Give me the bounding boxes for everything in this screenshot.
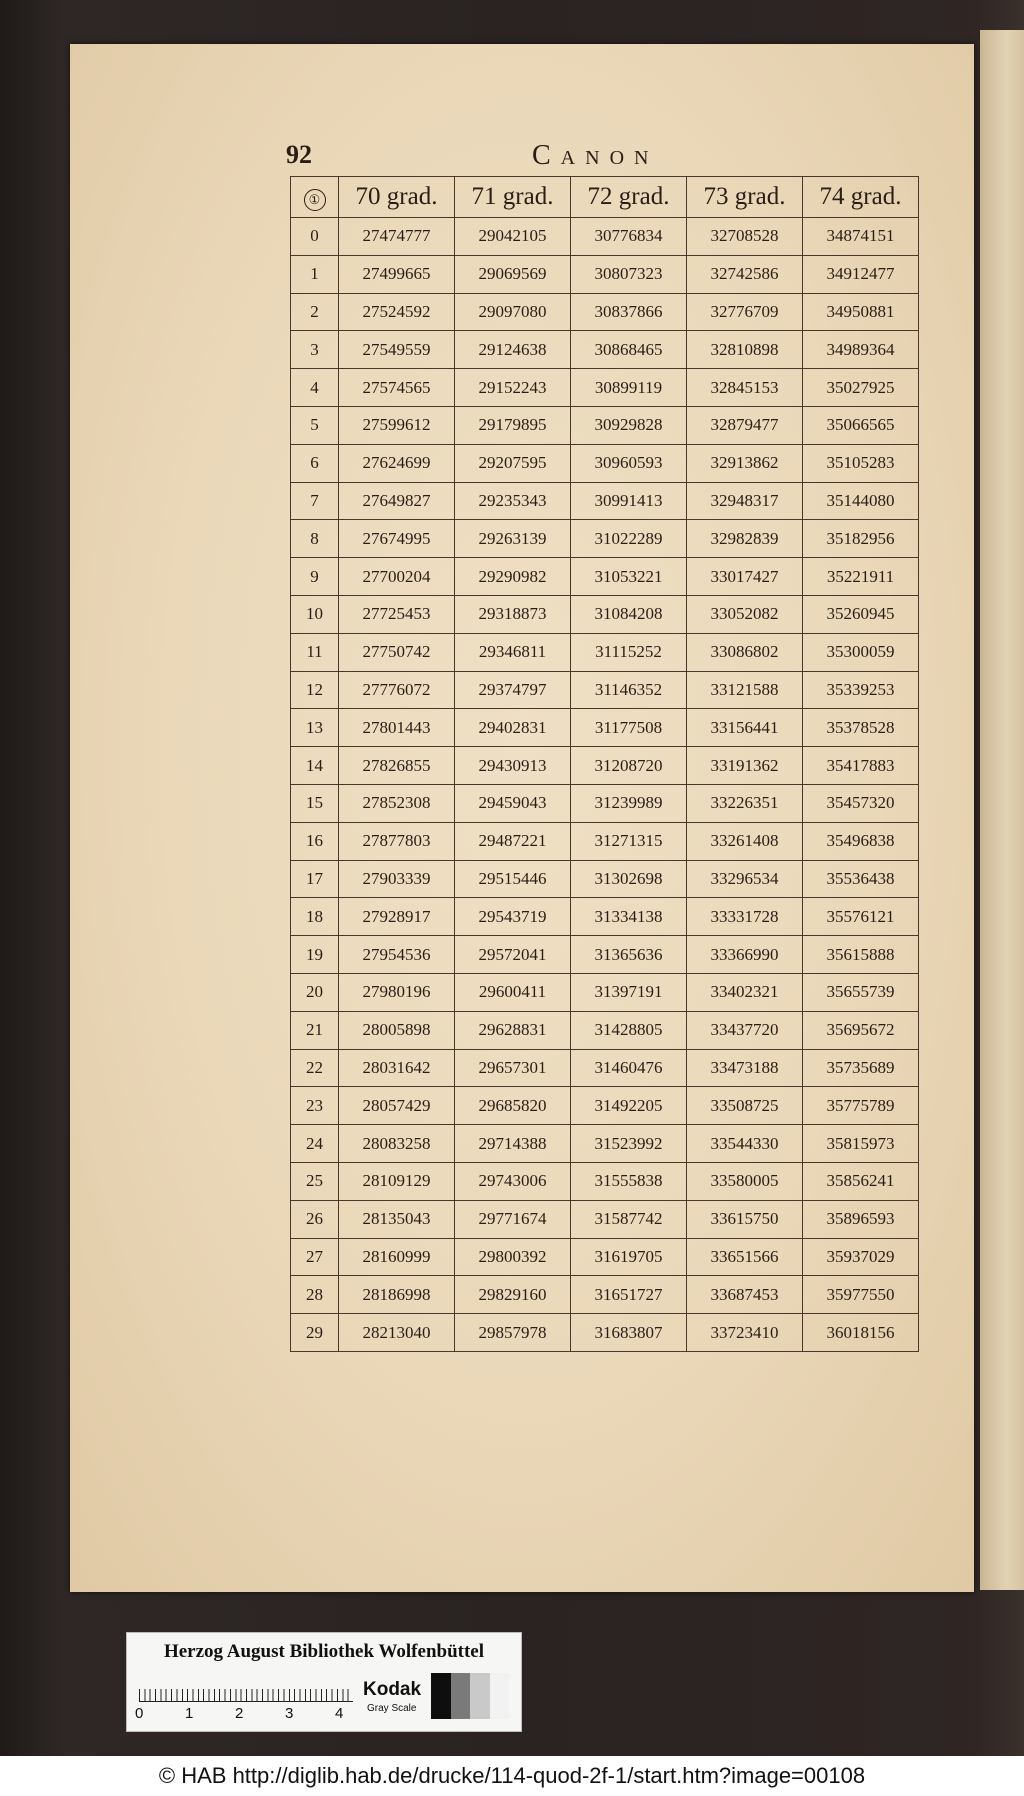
value-cell: 35300059	[803, 633, 919, 671]
gray-swatch	[490, 1673, 510, 1719]
value-cell: 28109129	[339, 1162, 455, 1200]
ruler-number: 0	[135, 1705, 144, 1722]
value-cell: 31302698	[571, 860, 687, 898]
value-cell: 29515446	[455, 860, 571, 898]
table-row	[291, 444, 919, 482]
minute-cell: 6	[291, 444, 339, 482]
value-cell: 29714388	[455, 1125, 571, 1163]
value-cell: 28031642	[339, 1049, 455, 1087]
minute-cell: 8	[291, 520, 339, 558]
value-cell: 31022289	[571, 520, 687, 558]
table-row	[291, 1087, 919, 1125]
value-cell: 31523992	[571, 1125, 687, 1163]
value-cell: 27700204	[339, 558, 455, 596]
minute-cell: 10	[291, 595, 339, 633]
value-cell: 33296534	[687, 860, 803, 898]
column-header: 74 grad.	[803, 177, 919, 218]
value-cell: 27599612	[339, 406, 455, 444]
value-cell: 36018156	[803, 1314, 919, 1352]
value-cell: 35775789	[803, 1087, 919, 1125]
table-row	[291, 1238, 919, 1276]
minute-cell: 12	[291, 671, 339, 709]
value-cell: 31651727	[571, 1276, 687, 1314]
value-cell: 27674995	[339, 520, 455, 558]
value-cell: 35896593	[803, 1200, 919, 1238]
minute-cell: 5	[291, 406, 339, 444]
value-cell: 35856241	[803, 1162, 919, 1200]
value-cell: 30899119	[571, 369, 687, 407]
value-cell: 31115252	[571, 633, 687, 671]
value-cell: 29459043	[455, 784, 571, 822]
value-cell: 29374797	[455, 671, 571, 709]
gray-scale-label: Gray Scale	[367, 1703, 417, 1714]
table-row	[291, 1049, 919, 1087]
value-cell: 31397191	[571, 973, 687, 1011]
value-cell: 32742586	[687, 255, 803, 293]
table-row	[291, 1162, 919, 1200]
kodak-logo: Kodak	[363, 1679, 422, 1700]
value-cell: 33226351	[687, 784, 803, 822]
value-cell: 29487221	[455, 822, 571, 860]
value-cell: 33402321	[687, 973, 803, 1011]
value-cell: 29402831	[455, 709, 571, 747]
value-cell: 30991413	[571, 482, 687, 520]
gray-swatch	[431, 1673, 451, 1719]
value-cell: 27877803	[339, 822, 455, 860]
value-cell: 32776709	[687, 293, 803, 331]
value-cell: 31555838	[571, 1162, 687, 1200]
minute-symbol: ①	[304, 189, 326, 211]
value-cell: 35655739	[803, 973, 919, 1011]
minute-cell: 11	[291, 633, 339, 671]
table-row	[291, 558, 919, 596]
value-cell: 29857978	[455, 1314, 571, 1352]
value-cell: 33615750	[687, 1200, 803, 1238]
value-cell: 27954536	[339, 936, 455, 974]
value-cell: 31460476	[571, 1049, 687, 1087]
table-row	[291, 822, 919, 860]
table-body	[291, 218, 919, 1352]
value-cell: 35937029	[803, 1238, 919, 1276]
minute-cell: 3	[291, 331, 339, 369]
value-cell: 35977550	[803, 1276, 919, 1314]
value-cell: 33121588	[687, 671, 803, 709]
value-cell: 33331728	[687, 898, 803, 936]
value-cell: 33366990	[687, 936, 803, 974]
value-cell: 27474777	[339, 218, 455, 256]
value-cell: 29829160	[455, 1276, 571, 1314]
adjacent-page-edge	[980, 30, 1024, 1590]
column-header: 70 grad.	[339, 177, 455, 218]
minute-cell: 13	[291, 709, 339, 747]
value-cell: 27499665	[339, 255, 455, 293]
value-cell: 31239989	[571, 784, 687, 822]
minute-cell: 18	[291, 898, 339, 936]
value-cell: 31365636	[571, 936, 687, 974]
value-cell: 33687453	[687, 1276, 803, 1314]
gray-swatch	[470, 1673, 490, 1719]
table-header-row	[291, 177, 919, 218]
value-cell: 32982839	[687, 520, 803, 558]
value-cell: 28135043	[339, 1200, 455, 1238]
table-row	[291, 747, 919, 785]
column-header: 73 grad.	[687, 177, 803, 218]
value-cell: 29069569	[455, 255, 571, 293]
value-cell: 29097080	[455, 293, 571, 331]
value-cell: 29628831	[455, 1011, 571, 1049]
value-cell: 30776834	[571, 218, 687, 256]
value-cell: 27524592	[339, 293, 455, 331]
table-row	[291, 973, 919, 1011]
value-cell: 35378528	[803, 709, 919, 747]
value-cell: 31619705	[571, 1238, 687, 1276]
value-cell: 28213040	[339, 1314, 455, 1352]
value-cell: 31177508	[571, 709, 687, 747]
value-cell: 33580005	[687, 1162, 803, 1200]
table-row	[291, 671, 919, 709]
canon-table-container	[290, 176, 918, 1352]
minute-cell: 2	[291, 293, 339, 331]
gray-scale-swatches	[431, 1673, 509, 1719]
value-cell: 35339253	[803, 671, 919, 709]
gray-swatch	[451, 1673, 471, 1719]
value-cell: 34950881	[803, 293, 919, 331]
value-cell: 29430913	[455, 747, 571, 785]
value-cell: 30929828	[571, 406, 687, 444]
value-cell: 33017427	[687, 558, 803, 596]
table-row	[291, 1276, 919, 1314]
table-row	[291, 860, 919, 898]
minute-cell: 15	[291, 784, 339, 822]
value-cell: 28186998	[339, 1276, 455, 1314]
value-cell: 27549559	[339, 331, 455, 369]
table-row	[291, 784, 919, 822]
value-cell: 35027925	[803, 369, 919, 407]
table-row	[291, 1125, 919, 1163]
value-cell: 31208720	[571, 747, 687, 785]
value-cell: 35066565	[803, 406, 919, 444]
value-cell: 33651566	[687, 1238, 803, 1276]
value-cell: 32879477	[687, 406, 803, 444]
value-cell: 29290982	[455, 558, 571, 596]
minute-cell: 24	[291, 1125, 339, 1163]
minute-cell: 29	[291, 1314, 339, 1352]
value-cell: 27624699	[339, 444, 455, 482]
value-cell: 29042105	[455, 218, 571, 256]
value-cell: 27801443	[339, 709, 455, 747]
table-row	[291, 633, 919, 671]
value-cell: 31334138	[571, 898, 687, 936]
table-row	[291, 255, 919, 293]
value-cell: 31053221	[571, 558, 687, 596]
table-row	[291, 520, 919, 558]
value-cell: 28160999	[339, 1238, 455, 1276]
minute-cell: 19	[291, 936, 339, 974]
value-cell: 31492205	[571, 1087, 687, 1125]
table-row	[291, 331, 919, 369]
minute-cell: 21	[291, 1011, 339, 1049]
value-cell: 29543719	[455, 898, 571, 936]
value-cell: 29572041	[455, 936, 571, 974]
table-row	[291, 218, 919, 256]
value-cell: 29318873	[455, 595, 571, 633]
ruler-number: 2	[235, 1705, 244, 1722]
value-cell: 33191362	[687, 747, 803, 785]
running-title: Canon	[532, 140, 659, 171]
value-cell: 31271315	[571, 822, 687, 860]
value-cell: 29657301	[455, 1049, 571, 1087]
value-cell: 33723410	[687, 1314, 803, 1352]
value-cell: 27826855	[339, 747, 455, 785]
value-cell: 29235343	[455, 482, 571, 520]
page-number: 92	[286, 140, 312, 169]
minute-cell: 1	[291, 255, 339, 293]
minute-cell: 25	[291, 1162, 339, 1200]
value-cell: 32810898	[687, 331, 803, 369]
value-cell: 29152243	[455, 369, 571, 407]
footer-credit: © HAB http://diglib.hab.de/drucke/114-quod-2f-1/start.htm?image=00108	[0, 1756, 1024, 1796]
table-row	[291, 898, 919, 936]
value-cell: 34989364	[803, 331, 919, 369]
value-cell: 35695672	[803, 1011, 919, 1049]
value-cell: 27852308	[339, 784, 455, 822]
value-cell: 33261408	[687, 822, 803, 860]
ruler-number: 3	[285, 1705, 294, 1722]
value-cell: 33086802	[687, 633, 803, 671]
value-cell: 35144080	[803, 482, 919, 520]
minute-cell: 0	[291, 218, 339, 256]
value-cell: 30960593	[571, 444, 687, 482]
color-reference-card	[126, 1632, 522, 1732]
ruler-numbers	[135, 1705, 375, 1725]
value-cell: 35105283	[803, 444, 919, 482]
value-cell: 29685820	[455, 1087, 571, 1125]
value-cell: 27903339	[339, 860, 455, 898]
value-cell: 31587742	[571, 1200, 687, 1238]
value-cell: 35221911	[803, 558, 919, 596]
value-cell: 31146352	[571, 671, 687, 709]
canon-table	[290, 176, 919, 1352]
value-cell: 33437720	[687, 1011, 803, 1049]
value-cell: 29771674	[455, 1200, 571, 1238]
value-cell: 29600411	[455, 973, 571, 1011]
value-cell: 29124638	[455, 331, 571, 369]
table-row	[291, 1314, 919, 1352]
minute-cell: 7	[291, 482, 339, 520]
value-cell: 34912477	[803, 255, 919, 293]
minute-cell: 22	[291, 1049, 339, 1087]
value-cell: 33052082	[687, 595, 803, 633]
value-cell: 27649827	[339, 482, 455, 520]
value-cell: 35615888	[803, 936, 919, 974]
minute-cell: 4	[291, 369, 339, 407]
value-cell: 29207595	[455, 444, 571, 482]
value-cell: 29179895	[455, 406, 571, 444]
value-cell: 34874151	[803, 218, 919, 256]
minute-cell: 14	[291, 747, 339, 785]
table-row	[291, 293, 919, 331]
value-cell: 27776072	[339, 671, 455, 709]
table-row	[291, 406, 919, 444]
column-header: 72 grad.	[571, 177, 687, 218]
value-cell: 33156441	[687, 709, 803, 747]
table-row	[291, 1200, 919, 1238]
minute-cell: 27	[291, 1238, 339, 1276]
table-row	[291, 709, 919, 747]
value-cell: 35260945	[803, 595, 919, 633]
value-cell: 29743006	[455, 1162, 571, 1200]
value-cell: 35536438	[803, 860, 919, 898]
value-cell: 33508725	[687, 1087, 803, 1125]
value-cell: 27928917	[339, 898, 455, 936]
value-cell: 30837866	[571, 293, 687, 331]
value-cell: 35576121	[803, 898, 919, 936]
value-cell: 35457320	[803, 784, 919, 822]
page-header	[286, 140, 926, 176]
value-cell: 35496838	[803, 822, 919, 860]
ruler-number: 4	[335, 1705, 344, 1722]
value-cell: 31428805	[571, 1011, 687, 1049]
measurement-ruler	[139, 1675, 353, 1702]
value-cell: 32845153	[687, 369, 803, 407]
minute-cell: 20	[291, 973, 339, 1011]
minute-cell: 16	[291, 822, 339, 860]
table-row	[291, 369, 919, 407]
value-cell: 29346811	[455, 633, 571, 671]
value-cell: 27725453	[339, 595, 455, 633]
value-cell: 35735689	[803, 1049, 919, 1087]
table-row	[291, 936, 919, 974]
table-row	[291, 1011, 919, 1049]
value-cell: 30868465	[571, 331, 687, 369]
value-cell: 32948317	[687, 482, 803, 520]
value-cell: 35815973	[803, 1125, 919, 1163]
value-cell: 35182956	[803, 520, 919, 558]
value-cell: 28057429	[339, 1087, 455, 1125]
value-cell: 31084208	[571, 595, 687, 633]
minute-cell: 28	[291, 1276, 339, 1314]
value-cell: 31683807	[571, 1314, 687, 1352]
column-header: 71 grad.	[455, 177, 571, 218]
value-cell: 32913862	[687, 444, 803, 482]
value-cell: 30807323	[571, 255, 687, 293]
minute-cell: 9	[291, 558, 339, 596]
minute-cell: 23	[291, 1087, 339, 1125]
value-cell: 27574565	[339, 369, 455, 407]
table-row	[291, 482, 919, 520]
value-cell: 35417883	[803, 747, 919, 785]
ruler-number: 1	[185, 1705, 194, 1722]
minute-cell: 17	[291, 860, 339, 898]
table-row	[291, 595, 919, 633]
value-cell: 28005898	[339, 1011, 455, 1049]
minute-cell: 26	[291, 1200, 339, 1238]
value-cell: 33544330	[687, 1125, 803, 1163]
value-cell: 33473188	[687, 1049, 803, 1087]
value-cell: 29800392	[455, 1238, 571, 1276]
value-cell: 32708528	[687, 218, 803, 256]
minute-column-header	[291, 177, 339, 218]
library-name: Herzog August Bibliothek Wolfenbüttel	[163, 1641, 485, 1662]
value-cell: 28083258	[339, 1125, 455, 1163]
value-cell: 27980196	[339, 973, 455, 1011]
value-cell: 27750742	[339, 633, 455, 671]
value-cell: 29263139	[455, 520, 571, 558]
